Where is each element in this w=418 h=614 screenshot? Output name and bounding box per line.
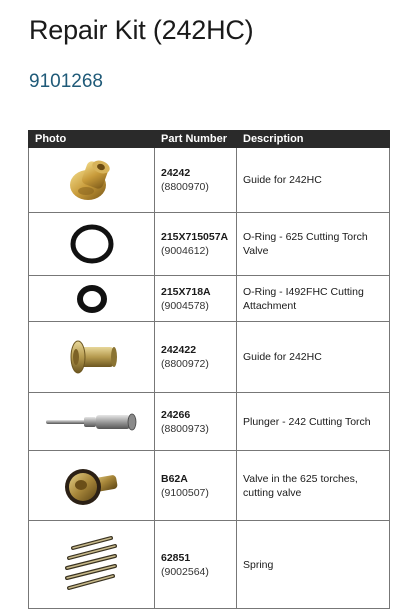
description-cell: Guide for 242HC: [237, 322, 390, 393]
photo-cell: [29, 213, 155, 276]
description-cell: Spring: [237, 521, 390, 609]
photo-cell: [29, 393, 155, 451]
o-ring-small-icon: [67, 279, 117, 319]
part-number-cell: [155, 322, 237, 393]
photo-cell: [29, 148, 155, 213]
table-row: [29, 393, 390, 451]
table-row: [29, 148, 390, 213]
table-row: [29, 451, 390, 521]
column-header-part-number: Part Number: [155, 131, 237, 148]
table-row: [29, 521, 390, 609]
description-cell: Valve in the 625 torches, cutting valve: [237, 451, 390, 521]
alt-number: (9002564): [161, 565, 209, 578]
alt-number: (9004578): [161, 299, 209, 312]
part-number-cell: [155, 393, 237, 451]
part-number-cell: [155, 148, 237, 213]
table-row: [29, 322, 390, 393]
photo-cell: [29, 276, 155, 322]
part-number: 24242: [161, 167, 191, 179]
part-number-cell: [155, 451, 237, 521]
part-number: 242422: [161, 344, 197, 356]
photo-cell: [29, 322, 155, 393]
alt-number: (9100507): [161, 486, 209, 499]
part-number-cell: [155, 276, 237, 322]
column-header-photo: Photo: [29, 131, 155, 148]
part-number: 215X715057A: [161, 231, 229, 243]
parts-table: [28, 130, 390, 609]
part-number: B62A: [161, 472, 188, 485]
photo-cell: [29, 521, 155, 609]
part-number-cell: [155, 521, 237, 609]
part-number: 24266: [161, 408, 191, 421]
o-ring-large-icon: [62, 219, 122, 269]
part-number: 62851: [161, 551, 191, 564]
alt-number: (8800973): [161, 422, 209, 435]
description-cell: Plunger - 242 Cutting Torch: [237, 393, 390, 451]
part-number: 215X718A: [161, 285, 211, 298]
valve-icon: [57, 459, 127, 513]
kit-number: 9101268: [29, 71, 103, 92]
description-cell: Guide for 242HC: [237, 148, 390, 213]
alt-number: (9004612): [161, 245, 209, 257]
table-row: [29, 213, 390, 276]
spring-icon: [55, 530, 129, 600]
alt-number: (8800970): [161, 181, 209, 193]
page-title: Repair Kit (242HC): [29, 15, 254, 45]
description-cell: O-Ring - I492FHC Cutting Attachment: [237, 276, 390, 322]
alt-number: (8800972): [161, 358, 209, 370]
brass-guide-icon: [62, 155, 122, 205]
flanged-guide-icon: [60, 332, 124, 382]
column-header-description: Description: [237, 131, 390, 148]
table-header-row: [29, 131, 390, 148]
plunger-icon: [42, 407, 142, 437]
photo-cell: [29, 451, 155, 521]
part-number-cell: [155, 213, 237, 276]
table-row: [29, 276, 390, 322]
description-cell: O-Ring - 625 Cutting Torch Valve: [237, 213, 390, 276]
